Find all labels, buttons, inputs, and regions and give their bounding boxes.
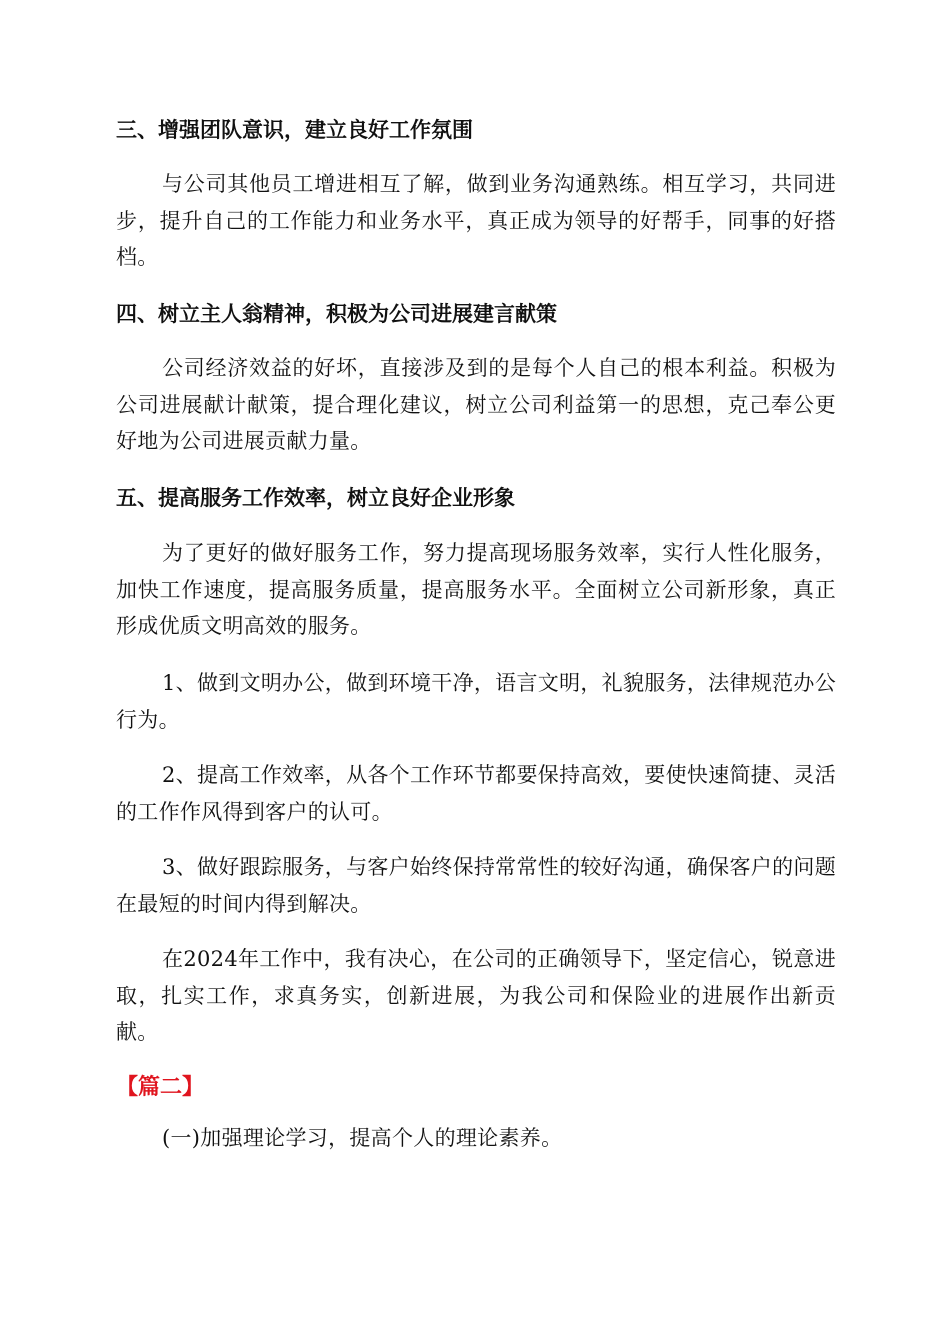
section-heading-4: 四、树立主人翁精神，积极为公司进展建言献策 <box>116 302 557 326</box>
part-two-marker: 【篇二】 <box>116 1075 205 1100</box>
list-item-1: 1、做到文明办公，做到环境干净，语言文明，礼貌服务，法律规范办公行为。 <box>116 671 836 732</box>
body-paragraph: 与公司其他员工增进相互了解，做到业务沟通熟练。相互学习，共同进步，提升自己的工作能力和业务水平，真正成为领导的好帮手，同事的好搭档。 <box>116 172 836 269</box>
section-heading-5: 五、提高服务工作效率，树立良好企业形象 <box>116 486 515 510</box>
list-item-2: 2、提高工作效率，从各个工作环节都要保持高效，要使快速简捷、灵活的工作作风得到客户的认可。 <box>116 763 836 824</box>
body-paragraph: 为了更好的做好服务工作，努力提高现场服务效率，实行人性化服务，加快工作速度，提高服务质量，提高服务水平。全面树立公司新形象，真正形成优质文明高效的服务。 <box>116 541 836 638</box>
list-item-3: 3、做好跟踪服务，与客户始终保持常常性的较好沟通，确保客户的问题在最短的时间内得到解决。 <box>116 855 836 916</box>
closing-paragraph: 在2024年工作中，我有决心，在公司的正确领导下，坚定信心，锐意进取，扎实工作，求真务实，创新进展，为我公司和保险业的进展作出新贡献。 <box>116 947 836 1044</box>
body-paragraph: 公司经济效益的好坏，直接涉及到的是每个人自己的根本利益。积极为公司进展献计献策，提合理化建议，树立公司利益第一的思想，克己奉公更好地为公司进展贡献力量。 <box>116 356 836 453</box>
section-heading-3: 三、增强团队意识，建立良好工作氛围 <box>116 118 473 142</box>
part-two-first-item: (一)加强理论学习，提高个人的理论素养。 <box>162 1126 563 1150</box>
